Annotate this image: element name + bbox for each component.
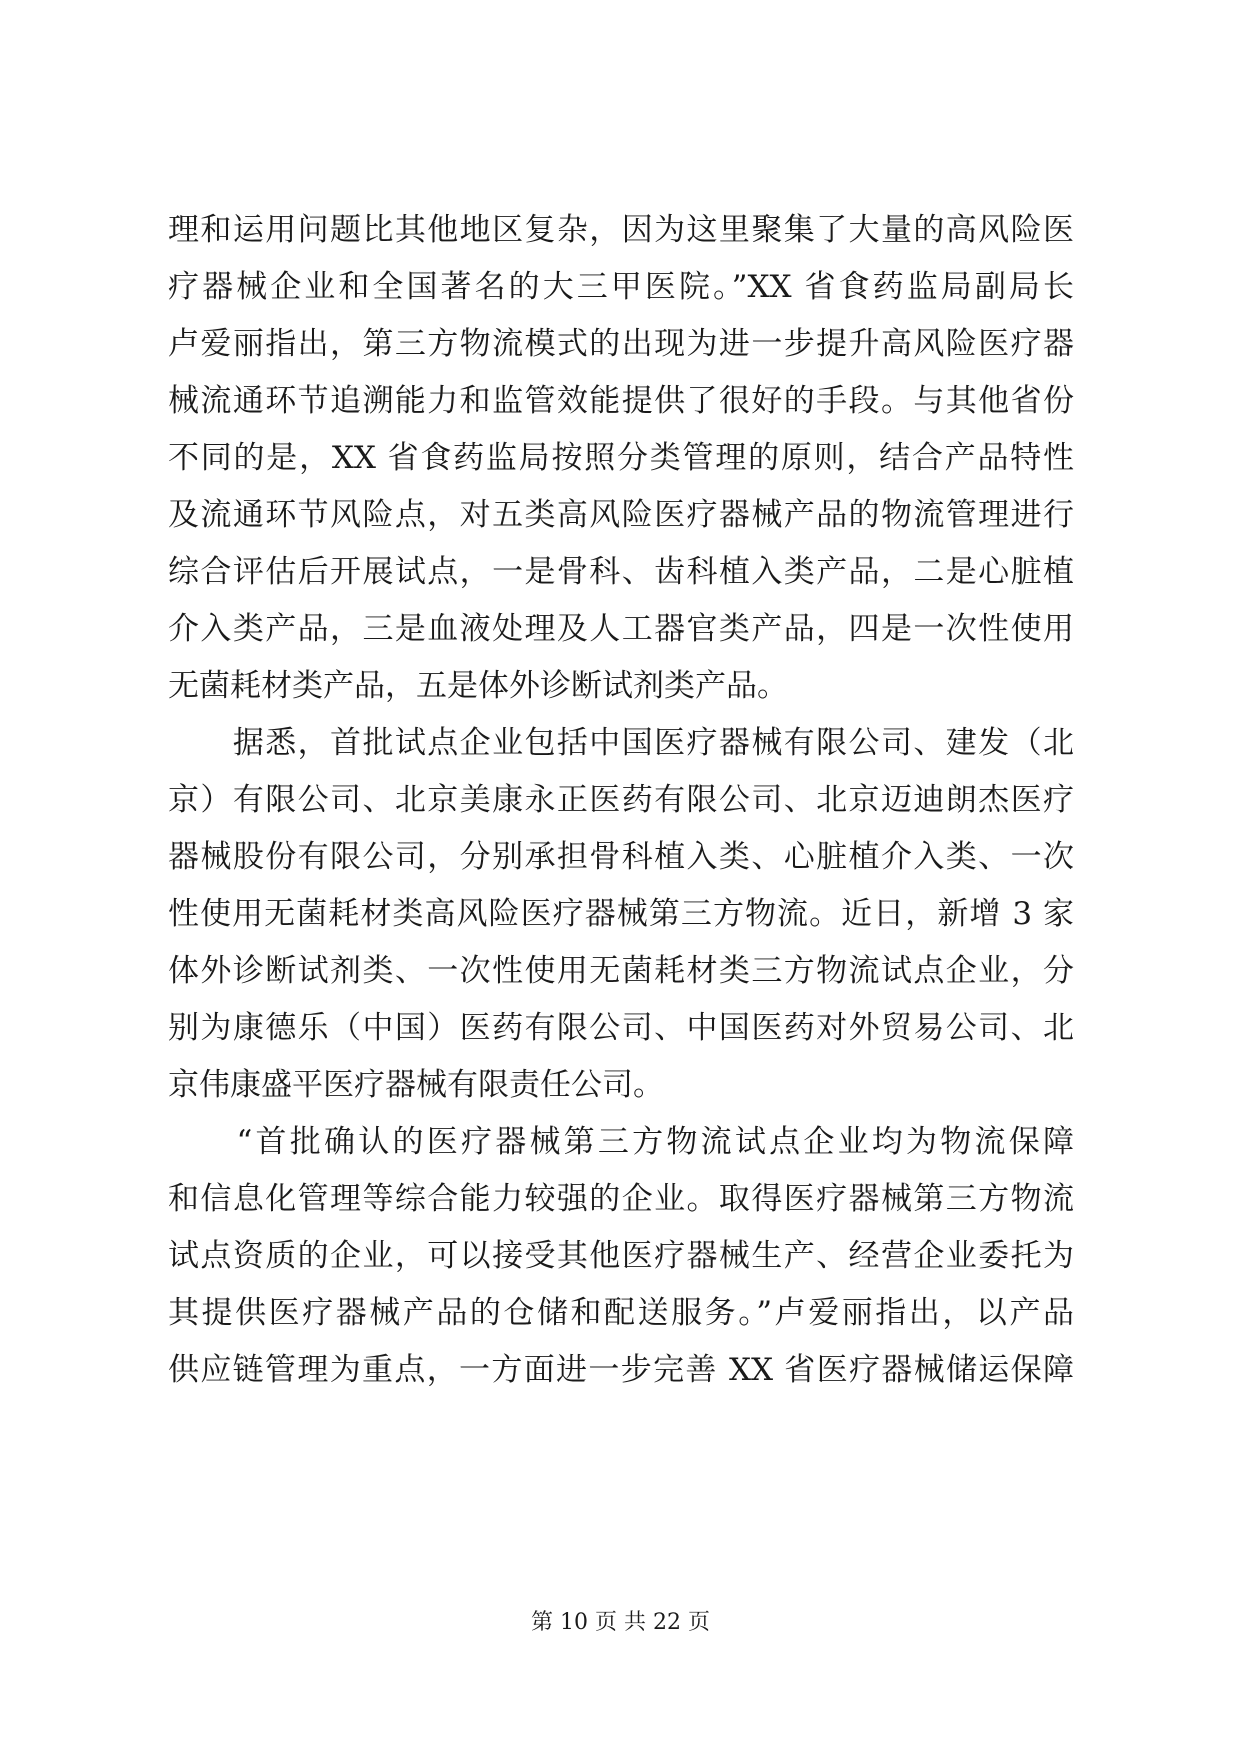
text-line: 供应链管理为重点，一方面进一步完善 XX 省医疗器械储运保障 [168,1352,1074,1388]
text-line: 械流通环节追溯能力和监管效能提供了很好的手段。与其他省份 [168,383,1074,419]
text-line: “首批确认的医疗器械第三方物流试点企业均为物流保障 [168,1124,1074,1160]
text-line: 及流通环节风险点，对五类高风险医疗器械产品的物流管理进行 [168,497,1074,533]
text-line: 据悉，首批试点企业包括中国医疗器械有限公司、建发（北 [168,725,1074,761]
text-line: 综合评估后开展试点，一是骨科、齿科植入类产品，二是心脏植 [168,554,1074,590]
text-line: 卢爱丽指出，第三方物流模式的出现为进一步提升高风险医疗器 [168,326,1074,362]
text-line: 其提供医疗器械产品的仓储和配送服务。”卢爱丽指出，以产品 [168,1295,1074,1331]
text-line: 疗器械企业和全国著名的大三甲医院。”XX 省食药监局副局长 [168,269,1074,305]
text-line: 京）有限公司、北京美康永正医药有限公司、北京迈迪朗杰医疗 [168,782,1074,818]
text-line: 介入类产品，三是血液处理及人工器官类产品，四是一次性使用 [168,611,1074,647]
text-line: 试点资质的企业，可以接受其他医疗器械生产、经营企业委托为 [168,1238,1074,1274]
text-line: 性使用无菌耗材类高风险医疗器械第三方物流。近日，新增 3 家 [168,896,1074,932]
text-line: 理和运用问题比其他地区复杂，因为这里聚集了大量的高风险医 [168,212,1074,248]
text-line: 无菌耗材类产品，五是体外诊断试剂类产品。 [168,668,788,704]
page-number-footer: 第 10 页 共 22 页 [531,1610,710,1635]
text-line: 不同的是，XX 省食药监局按照分类管理的原则，结合产品特性 [168,440,1074,476]
text-line: 器械股份有限公司，分别承担骨科植入类、心脏植介入类、一次 [168,839,1074,875]
text-line: 别为康德乐（中国）医药有限公司、中国医药对外贸易公司、北 [168,1010,1074,1046]
text-line: 和信息化管理等综合能力较强的企业。取得医疗器械第三方物流 [168,1181,1074,1217]
text-line: 体外诊断试剂类、一次性使用无菌耗材类三方物流试点企业，分 [168,953,1074,989]
text-line: 京伟康盛平医疗器械有限责任公司。 [168,1067,664,1103]
